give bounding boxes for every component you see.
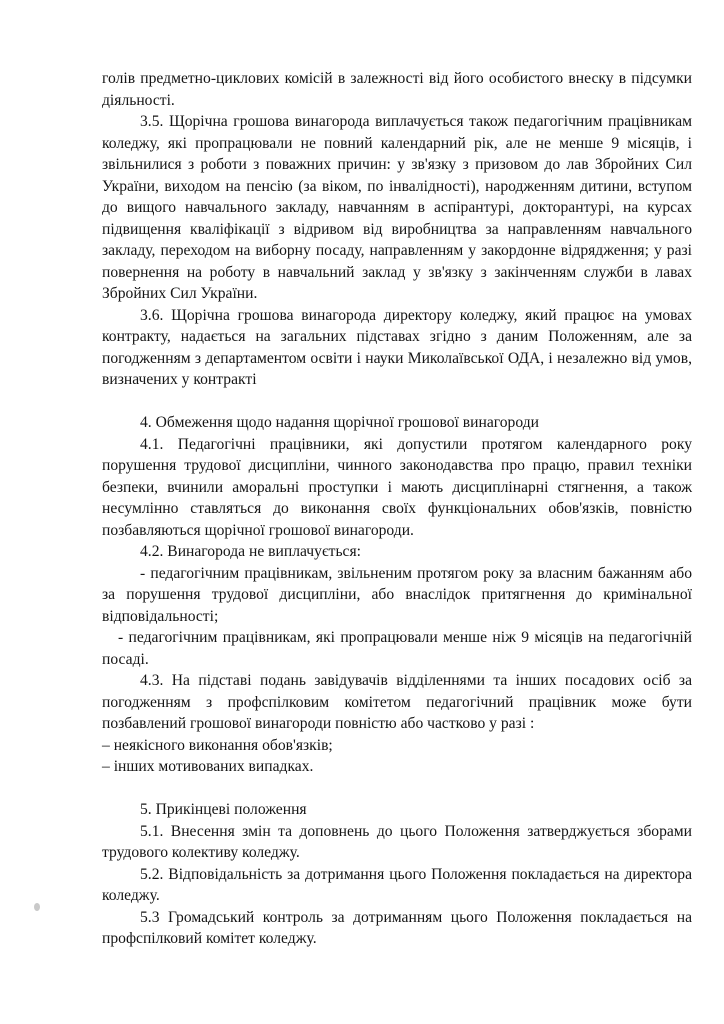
paragraph-5-3: 5.3 Громадський контроль за дотриманням цього Положення покладається на профспілковий комітет коледжу. (102, 908, 692, 947)
section-heading-4: 4. Обмеження щодо надання щорічної грошової винагороди (140, 414, 539, 431)
paragraph-4-3-item-1: – неякісного виконання обов'язків; (102, 736, 333, 754)
section-heading-5: 5. Прикінцеві положення (140, 801, 307, 818)
paragraph-5-2: 5.2. Відповідальність за дотримання цього Положення покладається на директора коледжу. (102, 865, 692, 904)
paragraph-continuation: голів предметно-циклових комісій в залежності від його особистого внеску в підсумки діяльності. (102, 70, 692, 109)
paragraph-4-2: 4.2. Винагорода не виплачується: (140, 543, 361, 560)
paragraph-3-5: 3.5. Щорічна грошова винагорода виплачується також педагогічним працівникам коледжу, які пропрацювали не повний календарний рік, але не менше 9 місяців, і звільнилися з роботи з поважних причин: у зв'язку з призовом до лав Збройних Сил України, виходом на пенсію (за віком, по інвалідності), народженням дитини, вступом до вищого навчального закладу, навчанням в аспірантурі, докторантурі, на курсах підвищення кваліфікації з відривом від виробництва за направленням навчального закладу, переходом на виборну посаду, направленням у закордонне відрядження; у разі повернення на роботу в навчальний заклад у зв'язку з закінченням служби в лавах Збройних Сил України. (102, 113, 692, 302)
paragraph-4-2-item-1: - педагогічним працівникам, звільненим протягом року за власним бажанням або за порушення трудової дисципліни, або внаслідок притягнення до кримінальної відповідальності; (102, 564, 692, 625)
paragraph-3-6: 3.6. Щорічна грошова винагорода директору коледжу, який працює на умовах контракту, надається на загальних підставах згідно з даним Положенням, але за погодженням з департаментом освіти і науки Миколаївської ОДА, і незалежно від умов, визначених у контракті (102, 306, 692, 388)
paragraph-5-1: 5.1. Внесення змін та доповнень до цього Положення затверджується зборами трудового колективу коледжу. (102, 822, 692, 861)
paragraph-4-3-item-2: – інших мотивованих випадках. (102, 758, 314, 775)
scan-speck (34, 903, 40, 911)
paragraph-4-1: 4.1. Педагогічні працівники, які допустили протягом календарного року порушення трудової дисципліни, чинного законодавства про працю, правил техніки безпеки, вчинили аморальні проступки і мають дисциплінарні стягнення, а також несумлінно ставляться до виконання своїх функціональних обов'язків, повністю позбавляються щорічної грошової винагороди. (102, 435, 692, 539)
document-body (102, 68, 692, 950)
paragraph-4-2-item-2: - педагогічним працівникам, які пропрацювали менше ніж 9 місяців на педагогічній посаді. (102, 629, 692, 668)
paragraph-4-3: 4.3. На підставі подань завідувачів відділеннями та інших посадових осіб за погодженням з профспілковим комітетом педагогічний працівник може бути позбавлений грошової винагороди повністю або частково у разі : (102, 672, 692, 732)
